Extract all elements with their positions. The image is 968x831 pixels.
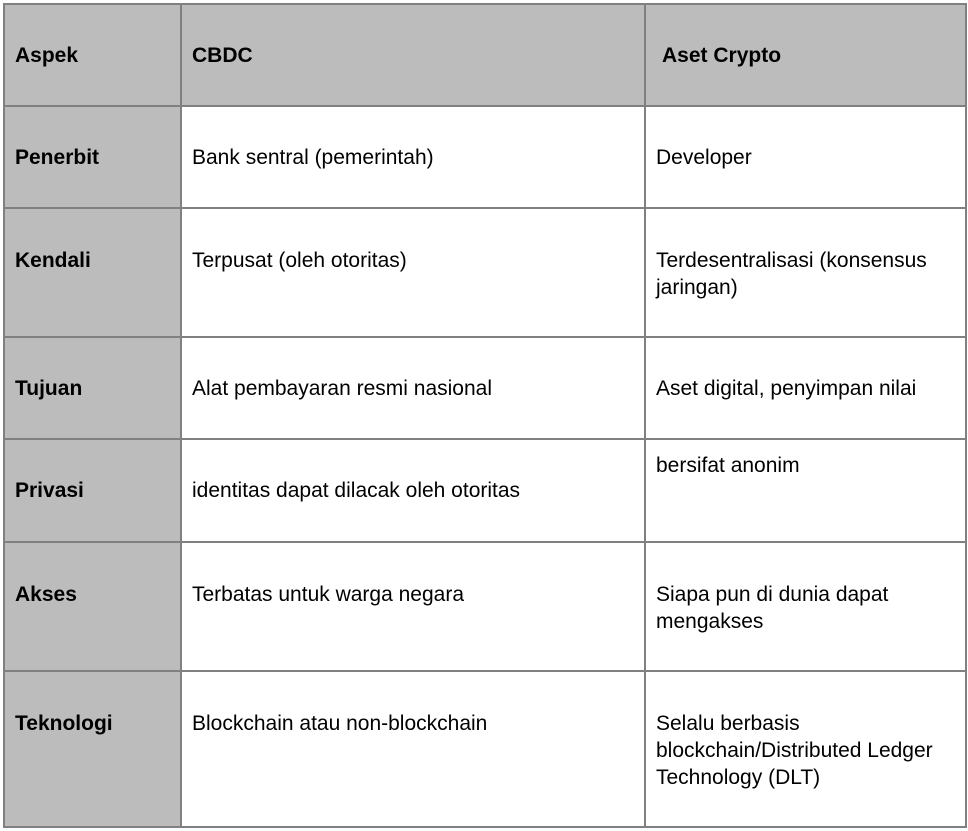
comparison-table — [3, 3, 967, 828]
crypto-cell: bersifat anonim — [645, 439, 966, 542]
aspect-cell: Tujuan — [4, 337, 181, 439]
table-row — [4, 542, 966, 671]
cbdc-cell: Blockchain atau non-blockchain — [181, 671, 645, 827]
cbdc-cell: Terbatas untuk warga negara — [181, 542, 645, 671]
cbdc-cell: Bank sentral (pemerintah) — [181, 106, 645, 208]
table-row — [4, 208, 966, 337]
header-row — [4, 4, 966, 106]
crypto-cell: Terdesentralisasi (konsensus jaringan) — [645, 208, 966, 337]
table-row — [4, 671, 966, 827]
header-cbdc: CBDC — [181, 4, 645, 106]
header-crypto: Aset Crypto — [645, 4, 966, 106]
crypto-cell: Aset digital, penyimpan nilai — [645, 337, 966, 439]
cbdc-cell: Alat pembayaran resmi nasional — [181, 337, 645, 439]
crypto-cell: Selalu berbasis blockchain/Distributed Ledger Technology (DLT) — [645, 671, 966, 827]
aspect-cell: Teknologi — [4, 671, 181, 827]
aspect-cell: Akses — [4, 542, 181, 671]
table-row — [4, 337, 966, 439]
aspect-cell: Penerbit — [4, 106, 181, 208]
aspect-cell: Kendali — [4, 208, 181, 337]
table-row — [4, 439, 966, 542]
table-row — [4, 106, 966, 208]
cbdc-cell: Terpusat (oleh otoritas) — [181, 208, 645, 337]
header-aspect: Aspek — [4, 4, 181, 106]
crypto-cell: Siapa pun di dunia dapat mengakses — [645, 542, 966, 671]
cbdc-cell: identitas dapat dilacak oleh otoritas — [181, 439, 645, 542]
aspect-cell: Privasi — [4, 439, 181, 542]
crypto-cell: Developer — [645, 106, 966, 208]
